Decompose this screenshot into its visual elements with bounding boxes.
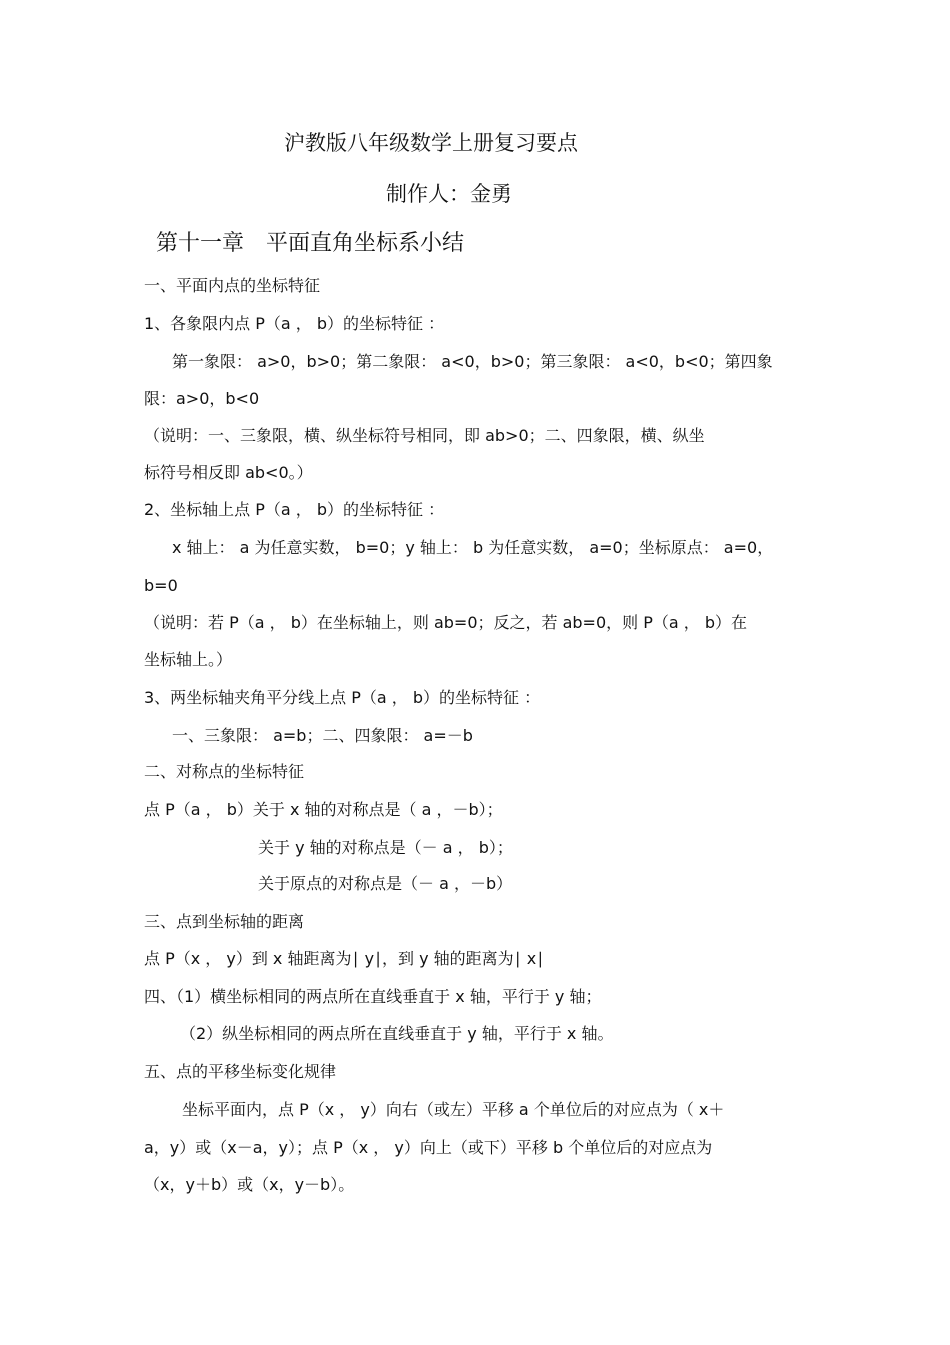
paragraph-line: 关于 y 轴的对称点是（－ a ， b）； <box>258 838 513 857</box>
paragraph-line: b=0 <box>144 576 178 595</box>
paragraph-line: 标符号相反即 ab<0。） <box>144 463 313 482</box>
paragraph-line: 坐标平面内，点 P（x ， y）向右（或左）平移 a 个单位后的对应点为（ x＋ <box>182 1100 725 1119</box>
paragraph-line: 点 P（a ， b）关于 x 轴的对称点是（ a ，－b）； <box>144 800 503 819</box>
paragraph-line: 四、（1）横坐标相同的两点所在直线垂直于 x 轴，平行于 y 轴； <box>144 987 602 1006</box>
paragraph-line: x 轴上： a 为任意实数， b=0；y 轴上： b 为任意实数， a=0；坐标原点： a=0， <box>172 538 774 557</box>
chapter-heading: 第十一章 平面直角坐标系小结 <box>156 231 465 256</box>
paragraph-line: 1、各象限内点 P（a ， b）的坐标特征 ： <box>144 314 445 333</box>
paragraph-line: （x，y＋b）或（x，y－b）。 <box>144 1175 355 1194</box>
section-heading: 三、点到坐标轴的距离 <box>144 912 305 931</box>
paragraph-line: 3、两坐标轴夹角平分线上点 P（a ， b）的坐标特征 ： <box>144 688 541 707</box>
paragraph-line: 点 P（x ， y）到 x 轴距离为∣ y∣，到 y 轴的距离为∣ x∣ <box>144 949 545 968</box>
paragraph-line: 坐标轴上。） <box>144 650 233 669</box>
paragraph-line: 关于原点的对称点是（－ a ，－b） <box>258 874 513 893</box>
paragraph-line: 第一象限： a>0，b>0；第二象限： a<0，b>0；第三象限： a<0，b<0；第四象 <box>172 352 773 371</box>
section-heading: 二、对称点的坐标特征 <box>144 762 305 781</box>
section-heading: 五、点的平移坐标变化规律 <box>144 1062 337 1081</box>
paragraph-line: a，y）或（x－a，y）；点 P（x ， y）向上（或下）平移 b 个单位后的对应点为 <box>144 1138 713 1157</box>
paragraph-line: （说明：若 P（a ， b）在坐标轴上，则 ab=0；反之，若 ab=0，则 P（a ， b）在 <box>144 613 748 632</box>
paragraph-line: 2、坐标轴上点 P（a ， b）的坐标特征 ： <box>144 500 445 519</box>
document-author: 制作人：金勇 <box>386 182 512 206</box>
paragraph-line: （2）纵坐标相同的两点所在直线垂直于 y 轴，平行于 x 轴。 <box>180 1024 614 1043</box>
section-heading: 一、平面内点的坐标特征 <box>144 276 321 295</box>
paragraph-line: 限：a>0，b<0 <box>144 389 260 408</box>
paragraph-line: （说明：一、三象限，横、纵坐标符号相同，即 ab>0；二、四象限，横、纵坐 <box>144 426 705 445</box>
document-title: 沪教版八年级数学上册复习要点 <box>284 131 578 155</box>
paragraph-line: 一、三象限： a=b；二、四象限： a=－b <box>172 726 473 745</box>
